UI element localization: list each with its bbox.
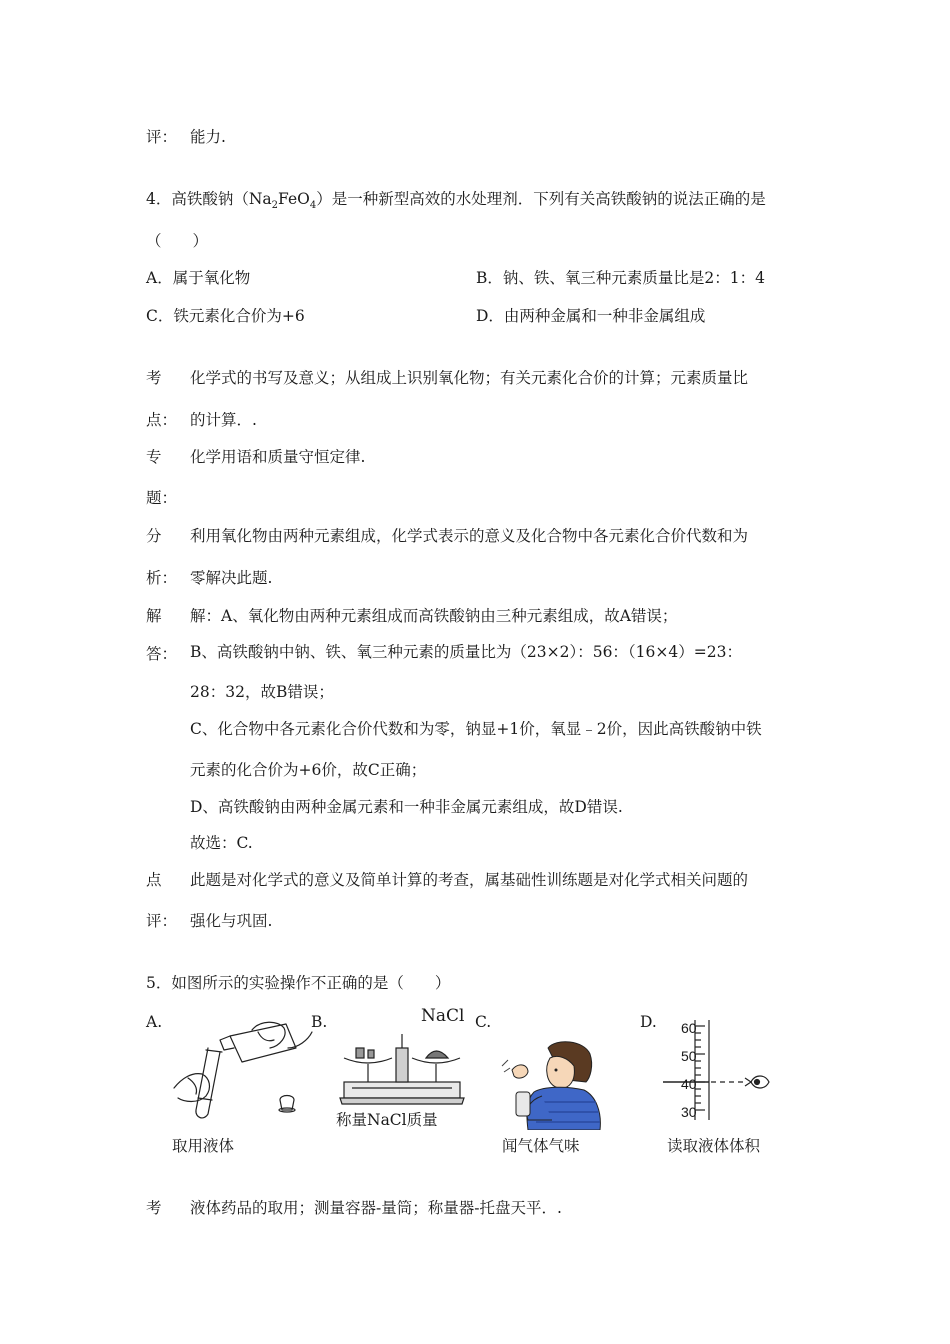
graduated-cylinder-figure	[661, 1018, 771, 1122]
q4-fenxi-label-2: 析：	[146, 569, 178, 587]
q4-jieda-label-1: 解	[146, 607, 162, 625]
q5-option-c-letter: C.	[475, 1013, 492, 1031]
cylinder-tick-50: 50	[681, 1048, 697, 1064]
q4-jieda-line-3: 28：32，故B错误；	[190, 683, 334, 701]
cylinder-tick-30: 30	[681, 1104, 697, 1120]
caption-pouring-liquid: 取用液体	[172, 1137, 235, 1155]
caption-reading-volume: 读取液体体积	[667, 1137, 761, 1155]
caption-smelling-gas: 闻气体气味	[502, 1137, 580, 1155]
pouring-liquid-figure	[168, 1018, 318, 1130]
q4-jieda-label-2: 答：	[146, 645, 178, 663]
balance-nacl-label: NaCl	[421, 1006, 465, 1026]
q4-jieda-line-4: C、化合物中各元素化合价代数和为零，钠显+1价，氧显﹣2价，因此高铁酸钠中铁	[190, 720, 762, 738]
q4-dianping-label-2: 评：	[146, 912, 178, 930]
q4-fenxi-line-2: 零解决此题.	[190, 569, 273, 587]
q5-option-a-letter: A.	[146, 1013, 163, 1031]
q4-zhuanti-label-1: 专	[146, 448, 162, 466]
q4-zhuanti-label-2: 题：	[146, 489, 178, 507]
q4-fenxi-label-1: 分	[146, 527, 162, 545]
prev-comment-label: 评：	[146, 128, 178, 146]
q4-kaodian-label-2: 点：	[146, 411, 178, 429]
q4-dianping-label-1: 点	[146, 871, 162, 889]
q4-kaodian-line-1: 化学式的书写及意义；从组成上识别氧化物；有关元素化合价的计算；元素质量比	[190, 369, 749, 387]
q4-option-c: C．铁元素化合价为+6	[146, 307, 305, 325]
q4-option-a: A．属于氧化物	[146, 269, 251, 287]
q4-jieda-line-5: 元素的化合价为+6价，故C正确；	[190, 761, 427, 779]
q5-kaodian-line-1: 液体药品的取用；测量容器-量筒；称量器-托盘天平．.	[190, 1199, 562, 1217]
q5-option-d-letter: D.	[640, 1013, 657, 1031]
prev-comment-text: 能力.	[190, 128, 226, 146]
q4-kaodian-label-1: 考	[146, 369, 162, 387]
q4-option-d: D．由两种金属和一种非金属组成	[476, 307, 706, 325]
q4-zhuanti-line-1: 化学用语和质量守恒定律.	[190, 448, 366, 466]
cylinder-tick-60: 60	[681, 1020, 697, 1036]
q4-answer-paren: （ ）	[146, 232, 209, 250]
q4-jieda-line-6: D、高铁酸钠由两种金属元素和一种非金属元素组成，故D错误.	[190, 798, 623, 816]
q4-kaodian-line-2: 的计算．.	[190, 411, 257, 429]
q4-dianping-line-1: 此题是对化学式的意义及简单计算的考查，属基础性训练题是对化学式相关问题的	[190, 871, 749, 889]
q4-jieda-line-7: 故选：C.	[190, 834, 253, 852]
cylinder-tick-40: 40	[681, 1076, 697, 1092]
q4-option-b: B．钠、铁、氧三种元素质量比是2：1：4	[476, 269, 765, 287]
q4-dianping-line-2: 强化与巩固.	[190, 912, 273, 930]
q4-jieda-line-1: 解：A、氧化物由两种元素组成而高铁酸钠由三种元素组成，故A错误；	[190, 607, 678, 625]
caption-weighing-nacl: 称量NaCl质量	[336, 1111, 438, 1129]
q4-stem: 4．高铁酸钠$(Na_2FeO_4)$是一种新型高效的水处理剂．下列有关高铁酸钠的说法正确的是	[146, 190, 766, 212]
q5-stem: 5．如图所示的实验操作不正确的是（ ）	[146, 974, 451, 992]
q5-kaodian-label-1: 考	[146, 1199, 162, 1217]
smelling-gas-figure	[498, 1040, 608, 1130]
q4-fenxi-line-1: 利用氧化物由两种元素组成，化学式表示的意义及化合物中各元素化合价代数和为	[190, 527, 749, 545]
q4-jieda-line-2: B、高铁酸钠中钠、铁、氧三种元素的质量比为（23×2）：56：（16×4）=23：	[190, 643, 742, 661]
q5-option-b-letter: B.	[311, 1013, 328, 1031]
